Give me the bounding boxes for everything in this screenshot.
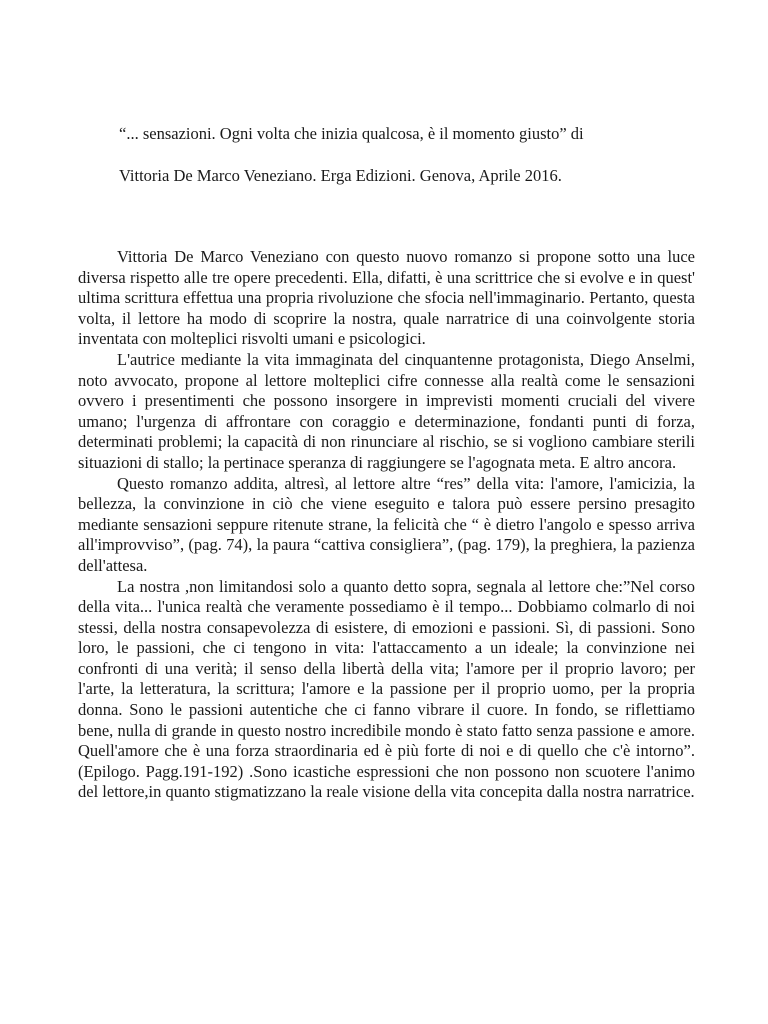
paragraph-1: Vittoria De Marco Veneziano con questo nuovo romanzo si propone sotto una luce diversa rispetto alle tre opere precedenti. Ella, difatti, è una scrittrice che si evolve e in quest' ultima scrittura effettua una propria rivoluzione che sfocia nell'immaginario. Pertanto, questa volta, il lettore ha modo di scoprire la nostra, quale narratrice di una coinvolgente storia inventata con molteplici risvolti umani e psicologici. — [78, 247, 695, 349]
book-author-publisher-line: Vittoria De Marco Veneziano. Erga Edizioni. Genova, Aprile 2016. — [119, 166, 562, 185]
review-body — [78, 247, 695, 803]
paragraph-2: L'autrice mediante la vita immaginata del cinquantenne protagonista, Diego Anselmi, noto avvocato, propone al lettore molteplici cifre connesse alla realtà come le sensazioni ovvero i presentimenti che possono insorgere in imprevisti momenti cruciali del vivere umano; l'urgenza di affrontare con coraggio e determinazione, fondanti punti di forza, determinati problemi; la capacità di non rinunciare al rischio, se si vogliono cambiare sterili situazioni di stallo; la pertinace speranza di raggiungere se l'agognata meta. E altro ancora. — [78, 349, 695, 472]
paragraph-3: Questo romanzo addita, altresì, al lettore altre “res” della vita: l'amore, l'amicizia, la bellezza, la convinzione in ciò che viene eseguito e talora può essere persino presagito mediante sensazioni seppure ritenute strane, la felicità che “ è dietro l'angolo e spesso arriva all'improvviso”, (pag. 74), la paura “cattiva consigliera”, (pag. 179), la preghiera, la pazienza dell'attesa. — [78, 473, 695, 575]
book-title-line: “... sensazioni. Ogni volta che inizia qualcosa, è il momento giusto” di — [119, 124, 584, 143]
paragraph-4: La nostra ,non limitandosi solo a quanto detto sopra, segnala al lettore che:”Nel corso della vita... l'unica realtà che veramente possediamo è il tempo... Dobbiamo colmarlo di noi stessi, della nostra consapevolezza di esistere, di emozioni e passioni. Sì, di passioni. Sono loro, le passioni, che ci tengono in vita: l'attaccamento a un ideale; la convinzione nei confronti di una verità; il senso della libertà della vita; l'amore per il proprio lavoro; per l'arte, la letteratura, la scrittura; l'amore e la passione per il proprio uomo, per la propria donna. Sono le passioni autentiche che ci fanno vibrare il cuore. In fondo, se riflettiamo bene, nulla di grande in questo nostro incredibile mondo è stato fatto senza passione e amore. Quell'amore che è una forza straordinaria ed è più forte di noi e di quello che c'è intorno”. (Epilogo. Pagg.191-192) .Sono icastiche espressioni che non possono non scuotere l'animo del lettore,in quanto stigmatizzano la reale visione della vita concepita dalla nostra narratrice. — [78, 576, 695, 802]
